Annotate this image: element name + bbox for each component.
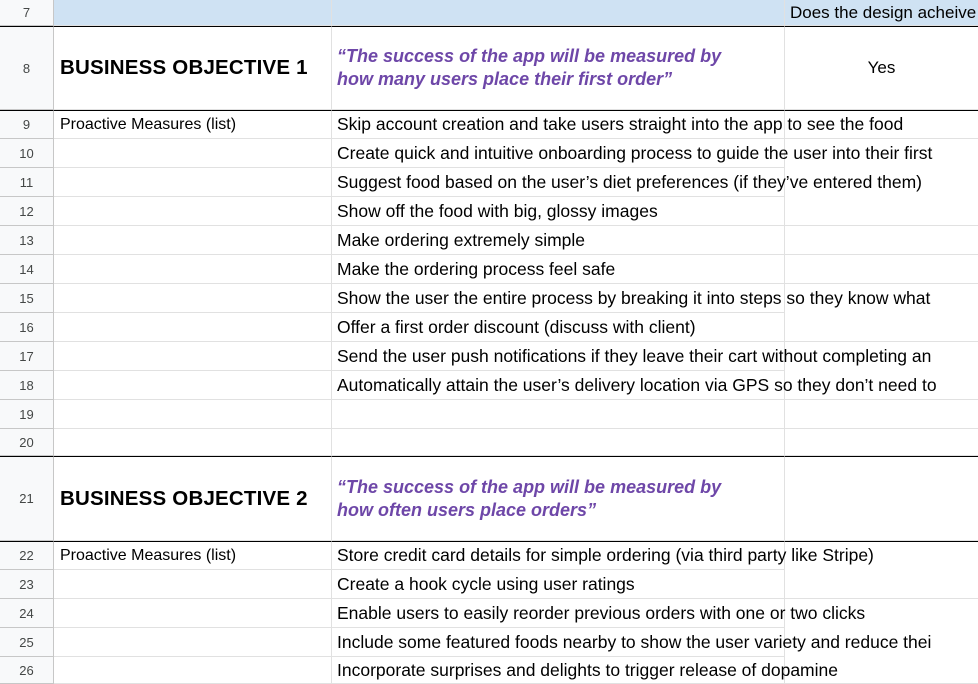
cell-b24[interactable] bbox=[332, 599, 866, 628]
sheet-row-21 bbox=[0, 456, 978, 541]
measure-text: Create a hook cycle using user ratings bbox=[337, 573, 635, 594]
business-objective-1-title: BUSINESS OBJECTIVE 1 bbox=[60, 56, 308, 79]
cell-a14[interactable] bbox=[54, 255, 332, 284]
cell-a18[interactable] bbox=[54, 371, 332, 400]
cell-a22[interactable] bbox=[54, 541, 332, 570]
sheet-row-12 bbox=[0, 197, 978, 226]
cell-c22[interactable] bbox=[785, 541, 978, 570]
row-header-19[interactable]: 19 bbox=[0, 400, 54, 429]
row-header-17[interactable]: 17 bbox=[0, 342, 54, 371]
row-header-21[interactable]: 21 bbox=[0, 456, 54, 541]
cell-b14[interactable] bbox=[332, 255, 785, 284]
cell-a7[interactable] bbox=[54, 0, 332, 26]
objective-1-answer: Yes bbox=[867, 58, 896, 77]
cell-a17[interactable] bbox=[54, 342, 332, 371]
measure-text: Show the user the entire process by breaking it into steps so they know what bbox=[337, 287, 931, 308]
cell-a9[interactable] bbox=[54, 110, 332, 139]
cell-a15[interactable] bbox=[54, 284, 332, 313]
row-header-25[interactable]: 25 bbox=[0, 628, 54, 657]
objective-2-quote bbox=[332, 457, 784, 540]
row-header-26[interactable]: 26 bbox=[0, 657, 54, 684]
sheet-row-22 bbox=[0, 541, 978, 570]
cell-c12[interactable] bbox=[785, 197, 978, 226]
cell-c18[interactable] bbox=[785, 371, 978, 400]
sheet-row-25 bbox=[0, 628, 978, 657]
cell-b16[interactable] bbox=[332, 313, 785, 342]
cell-c17[interactable] bbox=[785, 342, 978, 371]
sheet-row-18 bbox=[0, 371, 978, 400]
sheet-row-23 bbox=[0, 570, 978, 599]
proactive-measures-label-2: Proactive Measures (list) bbox=[60, 546, 237, 564]
column-header-text: Does the design acheive bbox=[790, 3, 977, 22]
row-header-24[interactable]: 24 bbox=[0, 599, 54, 628]
measure-text: Include some featured foods nearby to show the user variety and reduce thei bbox=[337, 631, 932, 652]
measure-text: Make the ordering process feel safe bbox=[337, 258, 616, 279]
cell-b25[interactable] bbox=[332, 628, 932, 657]
cell-b22[interactable] bbox=[332, 541, 874, 570]
cell-c13[interactable] bbox=[785, 226, 978, 255]
row-header-8[interactable]: 8 bbox=[0, 26, 54, 110]
cell-c26[interactable] bbox=[785, 657, 978, 684]
cell-a24[interactable] bbox=[54, 599, 332, 628]
cell-c21[interactable] bbox=[785, 456, 978, 541]
row-header-7[interactable]: 7 bbox=[0, 0, 54, 26]
cell-a8[interactable] bbox=[54, 26, 332, 110]
cell-b17[interactable] bbox=[332, 342, 932, 371]
objective-1-quote-line-1: “The success of the app will be measured by bbox=[337, 46, 722, 66]
cell-c15[interactable] bbox=[785, 284, 978, 313]
sheet-row-15 bbox=[0, 284, 978, 313]
cell-b19[interactable] bbox=[332, 400, 785, 429]
row-header-16[interactable]: 16 bbox=[0, 313, 54, 342]
cell-a23[interactable] bbox=[54, 570, 332, 599]
sheet-row-7 bbox=[0, 0, 978, 26]
cell-c16[interactable] bbox=[785, 313, 978, 342]
sheet-row-16 bbox=[0, 313, 978, 342]
sheet-row-11 bbox=[0, 168, 978, 197]
row-header-9[interactable]: 9 bbox=[0, 110, 54, 139]
proactive-measures-label-1: Proactive Measures (list) bbox=[60, 115, 237, 133]
cell-c9[interactable] bbox=[785, 110, 978, 139]
cell-a12[interactable] bbox=[54, 197, 332, 226]
sheet-row-14 bbox=[0, 255, 978, 284]
cell-c14[interactable] bbox=[785, 255, 978, 284]
measure-text: Send the user push notifications if they leave their cart without completing an bbox=[337, 345, 932, 366]
measure-text: Make ordering extremely simple bbox=[337, 229, 586, 250]
row-header-15[interactable]: 15 bbox=[0, 284, 54, 313]
sheet-row-8 bbox=[0, 26, 978, 110]
sheet-row-13 bbox=[0, 226, 978, 255]
cell-b21[interactable] bbox=[332, 456, 785, 541]
cell-c23[interactable] bbox=[785, 570, 978, 599]
cell-b12[interactable] bbox=[332, 197, 785, 226]
sheet-row-17 bbox=[0, 342, 978, 371]
row-header-13[interactable]: 13 bbox=[0, 226, 54, 255]
measure-text: Create quick and intuitive onboarding process to guide the user into their first bbox=[337, 142, 933, 163]
cell-a26[interactable] bbox=[54, 657, 332, 684]
measure-text: Offer a first order discount (discuss with client) bbox=[337, 316, 696, 337]
cell-b8[interactable] bbox=[332, 26, 785, 110]
cell-b23[interactable] bbox=[332, 570, 785, 599]
cell-b11[interactable] bbox=[332, 168, 922, 197]
business-objective-2-title: BUSINESS OBJECTIVE 2 bbox=[60, 486, 308, 510]
cell-c24[interactable] bbox=[785, 599, 978, 628]
cell-b15[interactable] bbox=[332, 284, 931, 313]
sheet-row-20 bbox=[0, 429, 978, 456]
cell-a25[interactable] bbox=[54, 628, 332, 657]
cell-c25[interactable] bbox=[785, 628, 978, 657]
cell-b13[interactable] bbox=[332, 226, 785, 255]
objective-2-quote-line-1: “The success of the app will be measured by bbox=[337, 476, 722, 497]
cell-a13[interactable] bbox=[54, 226, 332, 255]
cell-a21[interactable] bbox=[54, 456, 332, 541]
cell-c10[interactable] bbox=[785, 139, 978, 168]
row-header-20[interactable]: 20 bbox=[0, 429, 54, 456]
cell-a10[interactable] bbox=[54, 139, 332, 168]
row-header-22[interactable]: 22 bbox=[0, 541, 54, 570]
sheet-row-24 bbox=[0, 599, 978, 628]
cell-b7[interactable] bbox=[332, 0, 785, 26]
measure-text: Skip account creation and take users straight into the app to see the food bbox=[337, 114, 904, 134]
objective-1-quote bbox=[332, 27, 784, 109]
row-header-18[interactable]: 18 bbox=[0, 371, 54, 400]
cell-a16[interactable] bbox=[54, 313, 332, 342]
sheet-row-19 bbox=[0, 400, 978, 429]
cell-a20[interactable] bbox=[54, 429, 332, 456]
measure-text: Automatically attain the user’s delivery location via GPS so they don’t need to bbox=[337, 374, 937, 395]
cell-a11[interactable] bbox=[54, 168, 332, 197]
sheet-row-10 bbox=[0, 139, 978, 168]
measure-text: Incorporate surprises and delights to trigger release of dopamine bbox=[337, 659, 838, 680]
measure-text: Suggest food based on the user’s diet preferences (if they’ve entered them) bbox=[337, 171, 922, 192]
sheet-row-26 bbox=[0, 657, 978, 684]
cell-b10[interactable] bbox=[332, 139, 933, 168]
cell-b18[interactable] bbox=[332, 371, 937, 400]
cell-b20[interactable] bbox=[332, 429, 785, 456]
cell-b26[interactable] bbox=[332, 657, 838, 684]
row-header-23[interactable]: 23 bbox=[0, 570, 54, 599]
row-header-14[interactable]: 14 bbox=[0, 255, 54, 284]
cell-c19[interactable] bbox=[785, 400, 978, 429]
cell-a19[interactable] bbox=[54, 400, 332, 429]
measure-text: Store credit card details for simple ordering (via third party like Stripe) bbox=[337, 545, 874, 565]
cell-c8[interactable] bbox=[785, 26, 978, 110]
row-header-12[interactable]: 12 bbox=[0, 197, 54, 226]
row-header-11[interactable]: 11 bbox=[0, 168, 54, 197]
cell-c11[interactable] bbox=[785, 168, 978, 197]
objective-1-quote-line-2: how many users place their first order” bbox=[337, 69, 673, 89]
measure-text: Enable users to easily reorder previous orders with one or two clicks bbox=[337, 602, 866, 623]
sheet-row-9 bbox=[0, 110, 978, 139]
cell-b9[interactable] bbox=[332, 110, 904, 139]
objective-2-quote-line-2: how often users place orders” bbox=[337, 499, 597, 520]
cell-c20[interactable] bbox=[785, 429, 978, 456]
measure-text: Show off the food with big, glossy images bbox=[337, 200, 658, 221]
row-header-10[interactable]: 10 bbox=[0, 139, 54, 168]
